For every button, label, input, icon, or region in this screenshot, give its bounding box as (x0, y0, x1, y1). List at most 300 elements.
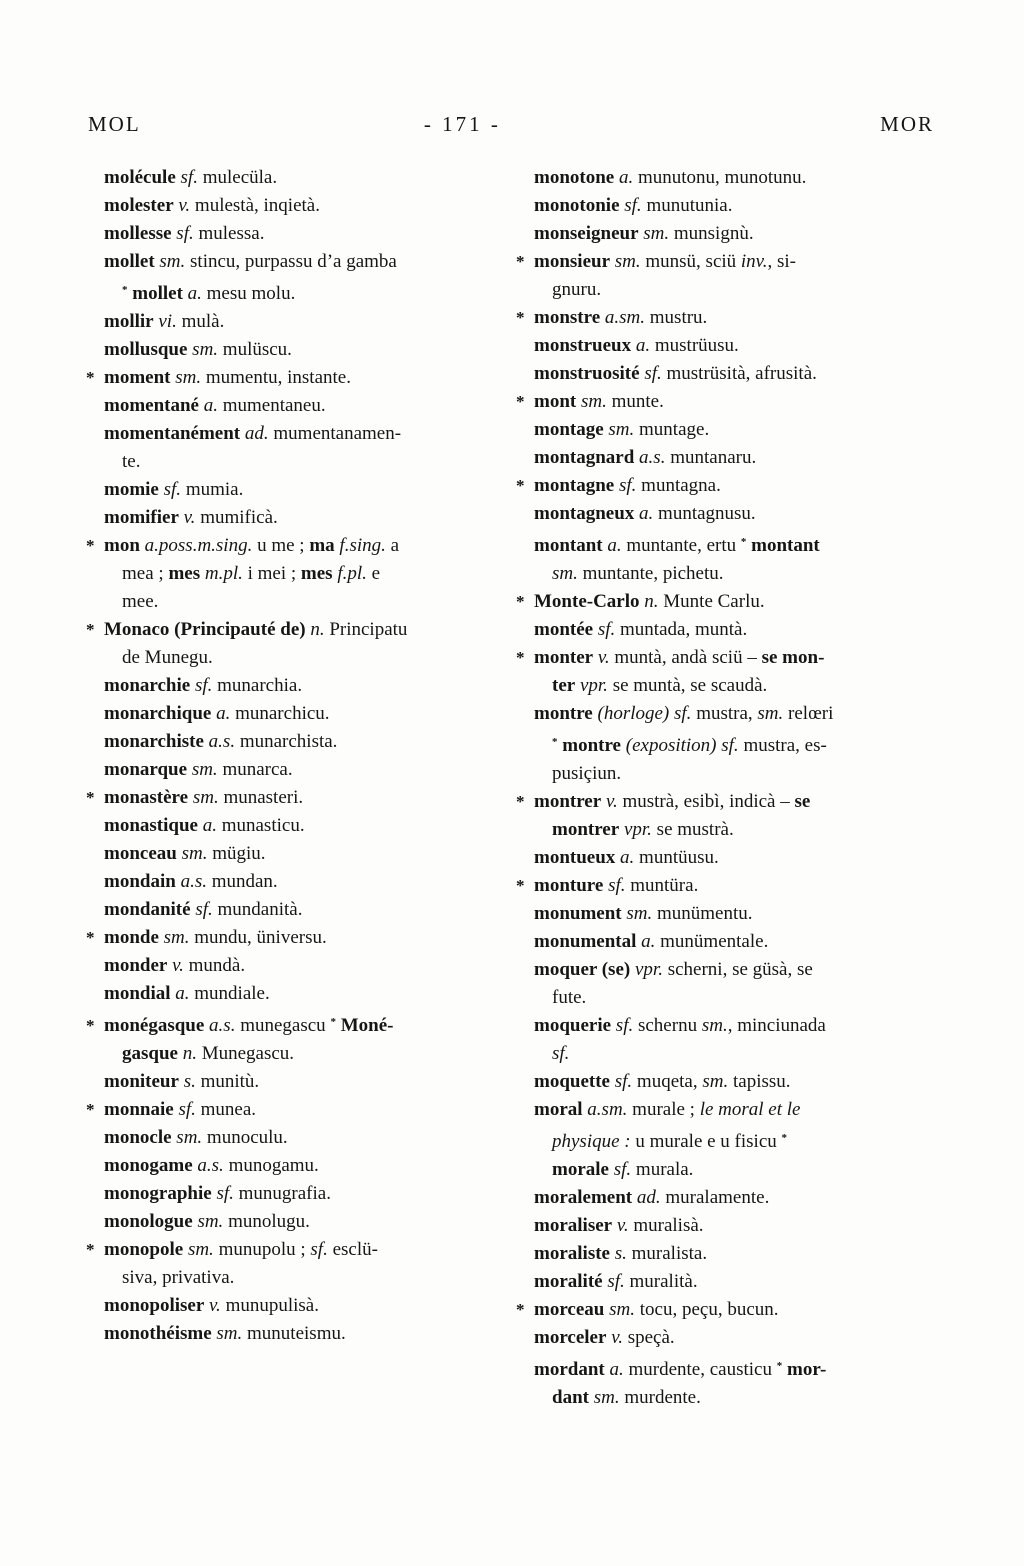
grammar-label: a. (634, 503, 654, 524)
grammar-label: a. (614, 167, 634, 188)
dictionary-entry (516, 304, 944, 332)
translation-text: muntüra. (625, 875, 699, 896)
entry-headword: Monaco (Principauté de) (104, 619, 306, 640)
translation-text: munte. (606, 391, 664, 412)
translation-text: mulecüla. (197, 167, 278, 188)
grammar-label: sm. (183, 1239, 214, 1260)
translation-text: mundan. (206, 871, 278, 892)
dictionary-entry (516, 528, 944, 588)
sub-entry-star-icon: * (781, 1132, 788, 1144)
dictionary-entry (516, 788, 944, 844)
grammar-label: a.sm. (600, 307, 646, 328)
grammar-label: a. (631, 335, 651, 356)
translation-text: munarchista. (235, 731, 338, 752)
grammar-label: sm. (187, 759, 218, 780)
entry-headword: moniteur (104, 1071, 179, 1092)
grammar-label: v. (173, 195, 191, 216)
dictionary-entry (516, 192, 944, 220)
grammar-label: sf. (175, 167, 198, 188)
entry-headword: Monte-Carlo (534, 591, 640, 612)
bold-word: mes (168, 563, 201, 584)
bold-word: morale (552, 1159, 609, 1180)
dictionary-entry (86, 1068, 490, 1096)
dictionary-entry (86, 364, 490, 392)
entry-headword: monumental (534, 931, 637, 952)
translation-text: munupolu ; (213, 1239, 311, 1260)
bold-word: gasque (122, 1043, 178, 1064)
entry-star-icon: * (86, 620, 95, 639)
grammar-label: a.s. (175, 871, 207, 892)
entry-headword: monseigneur (534, 223, 639, 244)
grammar-label: sm. (621, 903, 653, 924)
translation-text: pusiçiun. (552, 763, 622, 784)
entry-star-icon: * (86, 1100, 95, 1119)
entry-headword: momifier (104, 507, 179, 528)
grammar-label: sm. (154, 251, 186, 272)
dictionary-entry (516, 644, 944, 700)
entry-headword: molécule (104, 167, 176, 188)
entry-star-icon: * (516, 648, 525, 667)
translation-text: munümentu. (652, 903, 753, 924)
entry-star-icon: * (516, 476, 525, 495)
grammar-label: vpr. (619, 819, 652, 840)
entry-headword: moral (534, 1099, 583, 1120)
entry-headword: mont (534, 391, 577, 412)
bold-word: ma (309, 535, 335, 556)
dictionary-entry (516, 164, 944, 192)
translation-text: mustrüusu. (650, 335, 739, 356)
grammar-label: a. (602, 535, 622, 556)
translation-text: fute. (552, 987, 587, 1008)
entry-headword: monarchie (104, 675, 191, 696)
translation-text: muralità. (624, 1271, 698, 1292)
entry-headword: molester (104, 195, 174, 216)
entry-headword: moquette (534, 1071, 610, 1092)
dictionary-entry (86, 392, 490, 420)
dictionary-entry (86, 616, 490, 672)
grammar-label: sm. (211, 1323, 243, 1344)
translation-text: mee. (122, 591, 159, 612)
dictionary-entry (86, 192, 490, 220)
dictionary-entry (86, 1320, 490, 1348)
entry-headword: monographie (104, 1183, 212, 1204)
entry-headword: monarque (104, 759, 188, 780)
dictionary-entry (86, 1096, 490, 1124)
grammar-label: n. (639, 591, 659, 612)
entry-headword: monstre (534, 307, 601, 328)
entry-headword: montant (534, 535, 603, 556)
dictionary-entry (516, 1068, 944, 1096)
grammar-label: v. (601, 791, 618, 812)
header-left-guide-word: MOL (88, 112, 141, 136)
dictionary-entry (516, 872, 944, 900)
grammar-label: vi. (153, 311, 177, 332)
translation-text: munoculu. (202, 1127, 288, 1148)
entry-headword: momentanément (104, 423, 241, 444)
entry-headword: moralité (534, 1271, 603, 1292)
entry-headword: monogame (104, 1155, 193, 1176)
entry-headword: mondial (104, 983, 171, 1004)
translation-text: munutunia. (641, 195, 733, 216)
grammar-label: sf. (608, 1159, 632, 1180)
translation-text: mumificà. (195, 507, 278, 528)
translation-text: se mustrà. (651, 819, 734, 840)
translation-text: mustrüsità, afrusità. (661, 363, 817, 384)
grammar-label: n. (305, 619, 325, 640)
translation-text: murdente. (619, 1387, 701, 1408)
grammar-label: inv. (740, 251, 768, 272)
grammar-label: sm. (187, 339, 219, 360)
translation-text: munasteri. (218, 787, 304, 808)
dictionary-entry (86, 896, 490, 924)
dictionary-entry (516, 360, 944, 388)
translation-text: i mei ; (242, 563, 301, 584)
bold-word: se mon- (761, 647, 825, 668)
dictionary-entry (516, 388, 944, 416)
entry-star-icon: * (516, 592, 525, 611)
grammar-label: s. (609, 1243, 627, 1264)
dictionary-entry (516, 1184, 944, 1212)
dictionary-entry (516, 1352, 944, 1412)
translation-text: muntagnusu. (653, 503, 756, 524)
grammar-label: vpr. (575, 675, 608, 696)
translation-text: a (385, 535, 400, 556)
grammar-label: a. (615, 847, 635, 868)
translation-text: scherni, se güsà, se (662, 959, 813, 980)
grammar-label: a.sm. (582, 1099, 628, 1120)
translation-text: muntüusu. (634, 847, 719, 868)
entry-star-icon: * (516, 392, 525, 411)
grammar-label: sm. (610, 251, 641, 272)
translation-text: mea ; (122, 563, 169, 584)
sub-entry-star-icon: * (776, 1360, 783, 1372)
bold-word: ter (552, 675, 576, 696)
dictionary-entry (516, 500, 944, 528)
entry-headword: monarchiste (104, 731, 204, 752)
grammar-label: sm. (176, 843, 208, 864)
dictionary-entry (516, 956, 944, 1012)
dictionary-entry (86, 504, 490, 532)
entry-headword: montueux (534, 847, 616, 868)
entry-headword: monastère (104, 787, 189, 808)
translation-text: munolugu. (223, 1211, 310, 1232)
dictionary-entry (86, 1180, 490, 1208)
grammar-label: v. (612, 1215, 629, 1236)
translation-text: gnuru. (552, 279, 602, 300)
bold-word: mor- (782, 1359, 827, 1380)
entry-headword: monceau (104, 843, 177, 864)
entry-headword: montre (534, 703, 593, 724)
translation-text: muralamente. (660, 1187, 770, 1208)
translation-text: murale ; (627, 1099, 700, 1120)
entry-headword: monotonie (534, 195, 620, 216)
entry-headword: mon (104, 535, 140, 556)
translation-text: mulestà, inqietà. (190, 195, 320, 216)
grammar-label: sm. (192, 1211, 224, 1232)
dictionary-entry (86, 1152, 490, 1180)
grammar-label: ad. (240, 423, 269, 444)
translation-text: mustra, (691, 703, 758, 724)
entry-headword: monologue (104, 1211, 193, 1232)
translation-text: siva, privativa. (122, 1267, 235, 1288)
entry-headword: morceau (534, 1299, 605, 1320)
translation-text: munegascu (235, 1015, 331, 1036)
grammar-label: m.pl. (200, 563, 243, 584)
translation-text: mundanità. (212, 899, 303, 920)
grammar-label: sf. (173, 1099, 196, 1120)
dictionary-entry (86, 248, 490, 308)
page-header (0, 0, 1024, 137)
dictionary-entry (516, 1012, 944, 1068)
entry-headword: monument (534, 903, 622, 924)
entry-headword: mollir (104, 311, 154, 332)
grammar-label: sm. (701, 1015, 728, 1036)
translation-text: mustrà, esibì, indicà – (617, 791, 795, 812)
dictionary-entry (86, 812, 490, 840)
dictionary-entry (516, 588, 944, 616)
grammar-label: a. (211, 703, 231, 724)
entry-headword: monastique (104, 815, 198, 836)
bold-word: mollet (127, 283, 183, 304)
translation-text: munuteismu. (242, 1323, 346, 1344)
entry-headword: mollet (104, 251, 155, 272)
dictionary-entry (516, 616, 944, 644)
translation-text: , si- (767, 251, 796, 272)
translation-text: mulüscu. (218, 339, 292, 360)
entry-star-icon: * (516, 876, 525, 895)
entry-star-icon: * (86, 368, 95, 387)
dictionary-entry (86, 840, 490, 868)
dictionary-entry (86, 1292, 490, 1320)
translation-text: munitù. (195, 1071, 260, 1092)
sub-entry-star-icon: * (122, 284, 128, 296)
grammar-label: (exposition) sf. (621, 735, 739, 756)
entry-headword: monégasque (104, 1015, 205, 1036)
grammar-label: s. (178, 1071, 196, 1092)
entry-headword: montagne (534, 475, 615, 496)
translation-text: te. (122, 451, 141, 472)
translation-text: Principatu (324, 619, 408, 640)
translation-text: mumia. (181, 479, 244, 500)
grammar-label: le moral et le (699, 1099, 801, 1120)
translation-text: mumentaneu. (217, 395, 326, 416)
translation-text: mundiale. (189, 983, 270, 1004)
translation-text: Munegascu. (196, 1043, 295, 1064)
grammar-label: a.s. (634, 447, 666, 468)
translation-text: mumentanamen- (268, 423, 402, 444)
dictionary-entry (86, 700, 490, 728)
entry-headword: monstrueux (534, 335, 632, 356)
entry-headword: monarchique (104, 703, 212, 724)
dictionary-entry (516, 1212, 944, 1240)
grammar-label: v. (178, 507, 196, 528)
entry-star-icon: * (86, 788, 95, 807)
translation-text: mulessa. (193, 223, 265, 244)
dictionary-entry (86, 1124, 490, 1152)
translation-text: munogamu. (223, 1155, 319, 1176)
dictionary-entry (516, 1296, 944, 1324)
translation-text: murdente, causticu (623, 1359, 777, 1380)
grammar-label: f.pl. (332, 563, 367, 584)
translation-text: muntage. (634, 419, 710, 440)
entry-headword: monnaie (104, 1099, 174, 1120)
translation-text: schernu (633, 1015, 702, 1036)
entry-star-icon: * (516, 1300, 525, 1319)
grammar-label: sf. (614, 475, 637, 496)
grammar-label: sm. (702, 1071, 729, 1092)
grammar-label: n. (177, 1043, 197, 1064)
translation-text: tocu, peçu, bucun. (634, 1299, 779, 1320)
translation-text: munarchia. (212, 675, 303, 696)
left-column (86, 164, 490, 1412)
entry-headword: monter (534, 647, 594, 668)
entry-headword: morceler (534, 1327, 607, 1348)
translation-text: muqeta, (632, 1071, 703, 1092)
dictionary-entry (516, 844, 944, 872)
grammar-label: ad. (632, 1187, 661, 1208)
entry-headword: moquerie (534, 1015, 612, 1036)
grammar-label: a.s. (204, 1015, 236, 1036)
translation-text: speçà. (622, 1327, 675, 1348)
entry-headword: montage (534, 419, 604, 440)
grammar-label: sf. (552, 1043, 570, 1064)
translation-text: muntanaru. (665, 447, 757, 468)
entry-headword: moraliser (534, 1215, 613, 1236)
grammar-label: a. (170, 983, 190, 1004)
dictionary-entry (516, 1268, 944, 1296)
dictionary-entry (86, 308, 490, 336)
translation-text: munupulisà. (220, 1295, 319, 1316)
sub-entry-star-icon: * (330, 1016, 336, 1028)
dictionary-entry (516, 1240, 944, 1268)
grammar-label: a. (636, 931, 656, 952)
entry-headword: mordant (534, 1359, 605, 1380)
entry-headword: monde (104, 927, 159, 948)
grammar-label: sf. (190, 899, 213, 920)
grammar-label: vpr. (630, 959, 663, 980)
dictionary-entry (86, 1236, 490, 1292)
entry-headword: moralement (534, 1187, 633, 1208)
translation-text: muntante, pichetu. (577, 563, 724, 584)
translation-text: muralista. (626, 1243, 708, 1264)
entry-star-icon: * (86, 536, 95, 555)
entry-star-icon: * (516, 252, 525, 271)
translation-text: munea. (195, 1099, 257, 1120)
dictionary-entry (86, 784, 490, 812)
dictionary-entry (86, 336, 490, 364)
entry-star-icon: * (86, 1016, 95, 1035)
entry-headword: montrer (534, 791, 602, 812)
grammar-label: a. (182, 283, 202, 304)
entry-headword: monopoliser (104, 1295, 205, 1316)
translation-text: mulà. (176, 311, 225, 332)
translation-text: mumentu, instante. (201, 367, 351, 388)
entry-headword: montée (534, 619, 594, 640)
entry-headword: moraliste (534, 1243, 610, 1264)
entry-headword: momentané (104, 395, 199, 416)
translation-text: relœri (783, 703, 834, 724)
dictionary-entry (516, 1096, 944, 1184)
grammar-label: sm. (638, 223, 670, 244)
entry-headword: moment (104, 367, 171, 388)
dictionary-entry (516, 220, 944, 248)
grammar-label: sm. (171, 1127, 203, 1148)
dictionary-entry (86, 164, 490, 192)
dictionary-entry (86, 952, 490, 980)
grammar-label: a.s. (192, 1155, 224, 1176)
grammar-label: v. (593, 647, 610, 668)
grammar-label: sm. (757, 703, 784, 724)
grammar-label: sf. (171, 223, 194, 244)
grammar-label: sm. (576, 391, 607, 412)
dictionary-entry (516, 332, 944, 360)
translation-text: mustru. (645, 307, 708, 328)
grammar-label: a. (604, 1359, 624, 1380)
grammar-label: sf. (310, 1239, 328, 1260)
entry-headword: monocle (104, 1127, 172, 1148)
grammar-label: sf. (602, 1271, 625, 1292)
grammar-label: sf. (639, 363, 662, 384)
dictionary-entry (86, 924, 490, 952)
dictionary-entry (86, 1008, 490, 1068)
translation-text: u murale e u fisicu (630, 1131, 782, 1152)
entry-headword: moquer (se) (534, 959, 631, 980)
translation-text: esclü- (327, 1239, 378, 1260)
translation-text: de Munegu. (122, 647, 213, 668)
grammar-label: v. (167, 955, 184, 976)
grammar-label: sf. (603, 875, 626, 896)
entry-headword: mollusque (104, 339, 188, 360)
bold-word: montrer (552, 819, 620, 840)
dictionary-entry (86, 672, 490, 700)
translation-text: mustra, es- (738, 735, 827, 756)
grammar-label: physique : (552, 1131, 631, 1152)
grammar-label: sf. (593, 619, 616, 640)
translation-text: munugrafia. (233, 1183, 331, 1204)
entry-headword: montagneux (534, 503, 635, 524)
translation-text: munutonu, munotunu. (633, 167, 807, 188)
translation-text: u me ; (252, 535, 310, 556)
translation-text: munarchicu. (230, 703, 330, 724)
grammar-label: f.sing. (334, 535, 386, 556)
dictionary-entry (86, 728, 490, 756)
translation-text: se muntà, se scaudà. (607, 675, 768, 696)
entry-star-icon: * (516, 792, 525, 811)
entry-headword: mondanité (104, 899, 191, 920)
translation-text: , minciunada (727, 1015, 826, 1036)
dictionary-columns (0, 164, 1024, 1412)
translation-text: mundà. (183, 955, 246, 976)
translation-text: tapissu. (728, 1071, 791, 1092)
entry-star-icon: * (86, 1240, 95, 1259)
grammar-label: sm. (552, 563, 578, 584)
grammar-label: sf. (158, 479, 182, 500)
grammar-label: v. (606, 1327, 623, 1348)
entry-headword: monopole (104, 1239, 184, 1260)
grammar-label: sf. (211, 1183, 234, 1204)
entry-headword: monture (534, 875, 604, 896)
grammar-label: a. (198, 395, 218, 416)
dictionary-entry (86, 868, 490, 896)
translation-text: munasticu. (216, 815, 305, 836)
dictionary-entry (516, 472, 944, 500)
grammar-label: v. (204, 1295, 221, 1316)
translation-text: muralisà. (628, 1215, 704, 1236)
translation-text: munarca. (217, 759, 293, 780)
translation-text: murala. (631, 1159, 694, 1180)
translation-text: munsignù. (669, 223, 754, 244)
dictionary-entry (86, 756, 490, 784)
